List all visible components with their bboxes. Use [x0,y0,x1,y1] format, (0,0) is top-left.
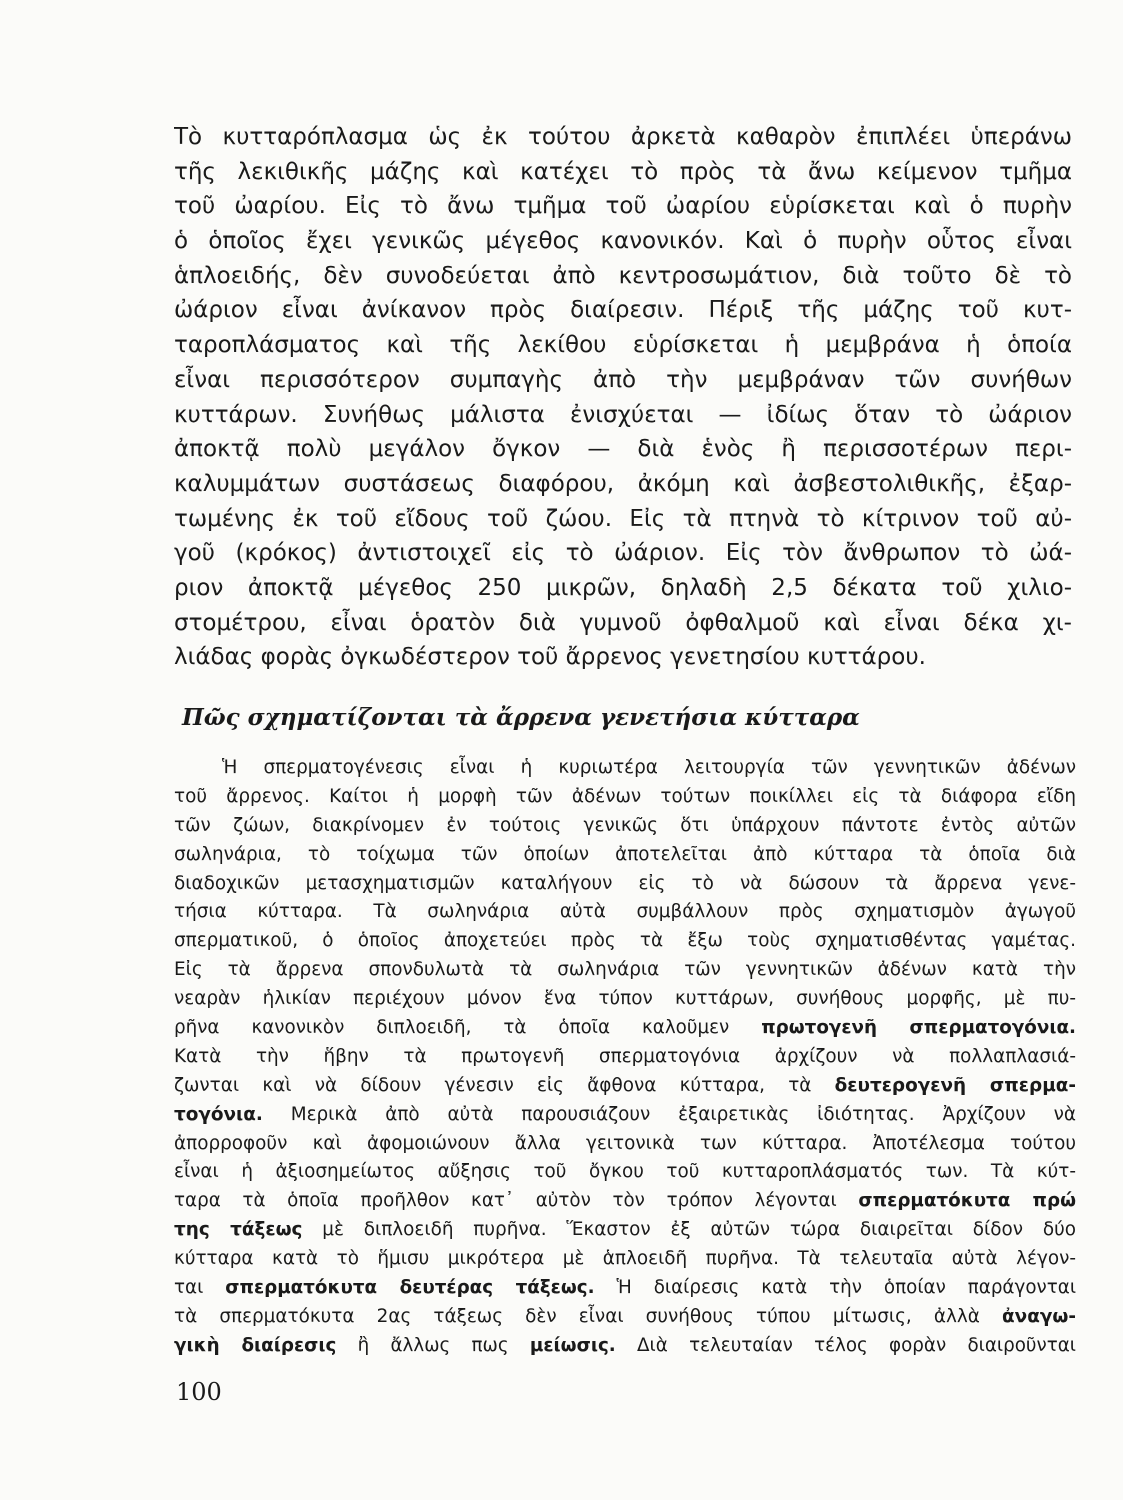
text-run: ταρα τὰ ὁποῖα προῆλθον κατ᾿ αὐτὸν τὸν τρόπον λέγονται [174,1190,859,1212]
text-line: Τὸ κυτταρόπλασμα ὡς ἐκ τούτου ἀρκετὰ καθαρὸν ἐπιπλέει ὑπεράνω [174,124,1072,150]
text-run: ἢ ἄλλως πως [336,1334,530,1356]
bold-term: γικὴ διαίρεσις [174,1334,337,1356]
bold-term: τογόνια. [174,1103,263,1125]
text-line: ἁπλοειδής, δὲν συνοδεύεται ἀπὸ κεντροσωμάτιον, διὰ τοῦτο δὲ τὸ [174,262,1072,289]
bold-term: μείωσις. [529,1334,616,1356]
text-line: ταροπλάσματος καὶ τῆς λεκίθου εὑρίσκεται ἡ μεμβράνα ἡ ὁποία [174,332,1072,359]
text-line [174,1332,1076,1361]
text-line: διαδοχικῶν μετασχηματισμῶν καταλήγουν εἰς τὸ νὰ δώσουν τὰ ἄρρενα γενε- [174,872,1076,894]
text-line: τοῦ ὠαρίου. Εἰς τὸ ἄνω τμῆμα τοῦ ὠαρίου εὑρίσκεται καὶ ὁ πυρὴν [174,193,1072,220]
text-line [174,1303,1076,1332]
section-heading: Πῶς σχηματίζονται τὰ ἄρρενα γενετήσια κύτταρα [182,704,860,731]
text-line [174,1274,1076,1303]
paragraph-oocyte [174,120,1072,675]
text-run: μὲ διπλοειδῆ πυρῆνα. Ἕκαστον ἐξ αὐτῶν τώρα διαιρεῖται δίδον δύο [302,1219,1076,1241]
text-line: Εἰς τὰ ἄρρενα σπονδυλωτὰ τὰ σωληνάρια τῶν γεννητικῶν ἀδένων κατὰ τὴν [174,959,1076,981]
text-line: ἀποκτᾷ πολὺ μεγάλον ὄγκον — διὰ ἑνὸς ἢ περισσοτέρων περι- [174,436,1072,463]
text-line [174,1101,1076,1130]
text-line: λιάδας φορὰς ὀγκωδέστερον τοῦ ἄρρενος γενετησίου κυττάρου. [174,644,926,671]
paragraph-spermatogenesis [174,754,1076,1361]
text-line: ὠάριον εἶναι ἀνίκανον πρὸς διαίρεσιν. Πέριξ τῆς μάζης τοῦ κυτ- [174,297,1072,324]
text-line: Κατὰ τὴν ἥβην τὰ πρωτογενῆ σπερματογόνια ἀρχίζουν νὰ πολλαπλασιά- [174,1045,1076,1067]
text-run: Διὰ τελευταίαν τέλος φορὰν διαιροῦνται [615,1334,1076,1356]
text-run: ρῆνα κανονικὸν διπλοειδῆ, τὰ ὁποῖα καλοῦμεν [174,1017,762,1039]
text-line [174,1014,1076,1043]
text-line: εἶναι ἡ ἀξιοσημείωτος αὔξησις τοῦ ὄγκου τοῦ κυτταροπλάσματός των. Τὰ κύτ- [174,1161,1076,1183]
bold-term: σπερματόκυτα δευτέρας τάξεως. [225,1277,595,1299]
text-line: τωμένης ἐκ τοῦ εἴδους τοῦ ζώου. Εἰς τὰ πτηνὰ τὸ κίτρινον τοῦ αὐ- [174,505,1072,532]
text-line: εἶναι περισσότερον συμπαγὴς ἀπὸ τὴν μεμβράναν τῶν συνήθων [174,366,1072,393]
text-line: καλυμμάτων συστάσεως διαφόρου, ἀκόμη καὶ ἀσβεστολιθικῆς, ἐξαρ- [174,470,1072,497]
page-number: 100 [176,1378,222,1406]
bold-term: ἀναγω- [1002,1305,1076,1327]
text-line: τήσια κύτταρα. Τὰ σωληνάρια αὐτὰ συμβάλλουν πρὸς σχηματισμὸν ἀγωγοῦ [174,901,1076,923]
text-run: ται [174,1277,226,1299]
text-line [174,1216,1076,1245]
text-line: σωληνάρια, τὸ τοίχωμα τῶν ὁποίων ἀποτελεῖται ἀπὸ κύτταρα τὰ ὁποῖα διὰ [174,843,1076,865]
text-line: ριον ἀποκτᾷ μέγεθος 250 μικρῶν, δηλαδὴ 2,5 δέκατα τοῦ χιλιο- [174,574,1072,601]
text-line: σπερματικοῦ, ὁ ὁποῖος ἀποχετεύει πρὸς τὰ ἔξω τοὺς σχηματισθέντας γαμέτας. [174,930,1076,952]
text-line: στομέτρου, εἶναι ὁρατὸν διὰ γυμνοῦ ὀφθαλμοῦ καὶ εἶναι δέκα χι- [174,609,1072,636]
text-line: ἀπορροφοῦν καὶ ἀφομοιώνουν ἄλλα γειτονικὰ των κύτταρα. Ἀποτέλεσμα τούτου [174,1132,1076,1154]
bold-term: δευτερογενῆ σπερμα- [834,1074,1076,1096]
bold-term: της τάξεως [174,1219,303,1241]
text-line: νεαρὰν ἡλικίαν περιέχουν μόνον ἕνα τύπον κυττάρων, συνήθους μορφῆς, μὲ πυ- [174,988,1076,1010]
text-run: Μερικὰ ἀπὸ αὐτὰ παρουσιάζουν ἐξαιρετικὰς ἰδιότητας. Ἀρχίζουν νὰ [262,1103,1076,1125]
bold-term: πρωτογενῆ σπερματογόνια. [761,1017,1076,1039]
text-line [174,1072,1076,1101]
text-run: Ἡ διαίρεσις κατὰ τὴν ὁποίαν παράγονται [594,1277,1076,1299]
text-line: κυττάρων. Συνήθως μάλιστα ἐνισχύεται — ἰδίως ὅταν τὸ ὠάριον [174,401,1072,428]
text-line [174,1187,1076,1216]
text-line: Ἡ σπερματογένεσις εἶναι ἡ κυριωτέρα λειτουργία τῶν γεννητικῶν ἀδένων [222,757,1076,778]
text-line: ὁ ὁποῖος ἔχει γενικῶς μέγεθος κανονικόν. Καὶ ὁ πυρὴν οὗτος εἶναι [174,228,1072,255]
text-line: τοῦ ἄρρενος. Καίτοι ἡ μορφὴ τῶν ἀδένων τούτων ποικίλλει εἰς τὰ διάφορα εἴδη [174,785,1076,807]
bold-term: σπερματόκυτα πρώ [858,1190,1076,1212]
text-line: κύτταρα κατὰ τὸ ἥμισυ μικρότερα μὲ ἁπλοειδῆ πυρῆνα. Τὰ τελευταῖα αὐτὰ λέγον- [174,1248,1076,1270]
text-line: γοῦ (κρόκος) ἀντιστοιχεῖ εἰς τὸ ὠάριον. Εἰς τὸν ἄνθρωπον τὸ ὠά- [174,540,1072,567]
text-line: τῆς λεκιθικῆς μάζης καὶ κατέχει τὸ πρὸς τὰ ἄνω κείμενον τμῆμα [174,158,1072,185]
text-run: τὰ σπερματόκυτα 2ας τάξεως δὲν εἶναι συνήθους τύπου μίτωσις, ἀλλὰ [174,1305,1003,1327]
text-run: ζωνται καὶ νὰ δίδουν γένεσιν εἰς ἄφθονα κύτταρα, τὰ [174,1074,835,1096]
text-line: τῶν ζώων, διακρίνομεν ἐν τούτοις γενικῶς ὅτι ὑπάρχουν πάντοτε ἐντὸς αὐτῶν [174,814,1076,836]
